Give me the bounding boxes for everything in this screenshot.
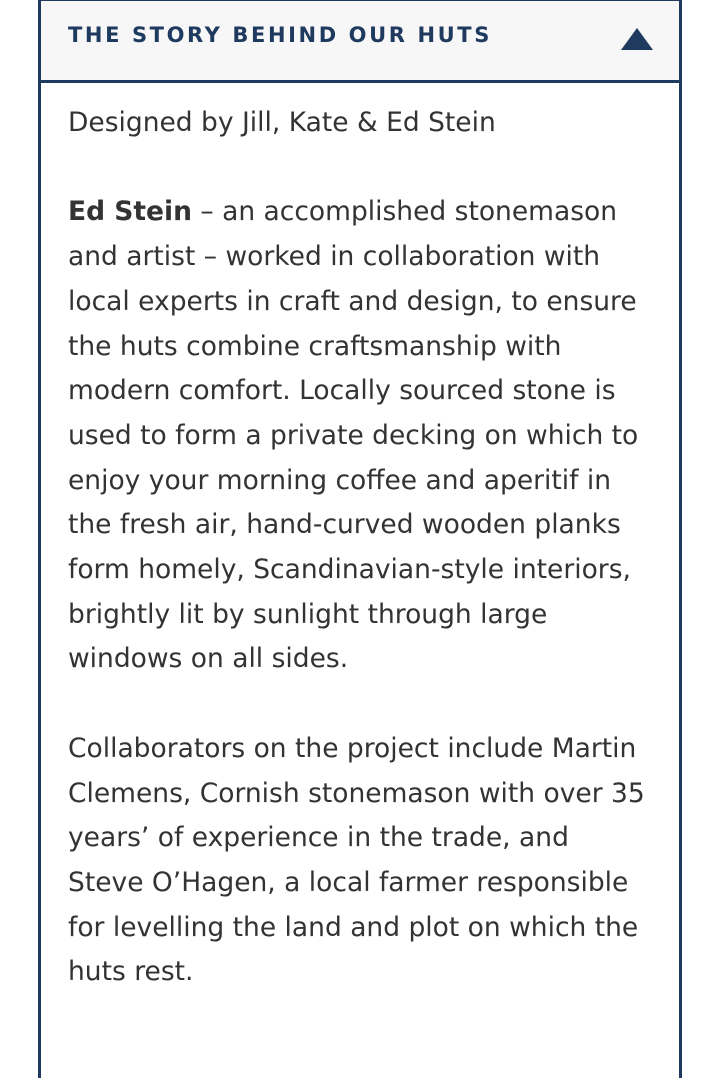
accordion-content xyxy=(41,83,679,995)
triangle-up-icon[interactable] xyxy=(620,27,654,51)
collaborators-paragraph: Collaborators on the project include Martin Clemens, Cornish stonemason with over 35 years’ of experience in the trade, and Steve O’Hagen, a local farmer responsible for levelling the land and plot on which the huts rest. xyxy=(68,732,645,988)
accordion-title: THE STORY BEHIND OUR HUTS xyxy=(68,23,492,47)
designers-paragraph: Designed by Jill, Kate & Ed Stein xyxy=(68,107,496,138)
accordion-header[interactable] xyxy=(41,1,679,83)
ed-stein-paragraph xyxy=(68,190,652,682)
ed-stein-name: Ed Stein xyxy=(68,196,192,228)
story-accordion xyxy=(38,0,682,1078)
ed-stein-description: – an accomplished stonemason and artist – worked in collaboration with local experts in craft and design, to ensure the huts combine craftsmanship with modern comfort. Locally sourced stone is used to form a private decking on which to enjoy your morning coffee and aperitif in the fresh air, hand-curved wooden planks form homely, Scandinavian-style interiors, brightly lit by sunlight through large windows on all sides. xyxy=(68,196,639,675)
